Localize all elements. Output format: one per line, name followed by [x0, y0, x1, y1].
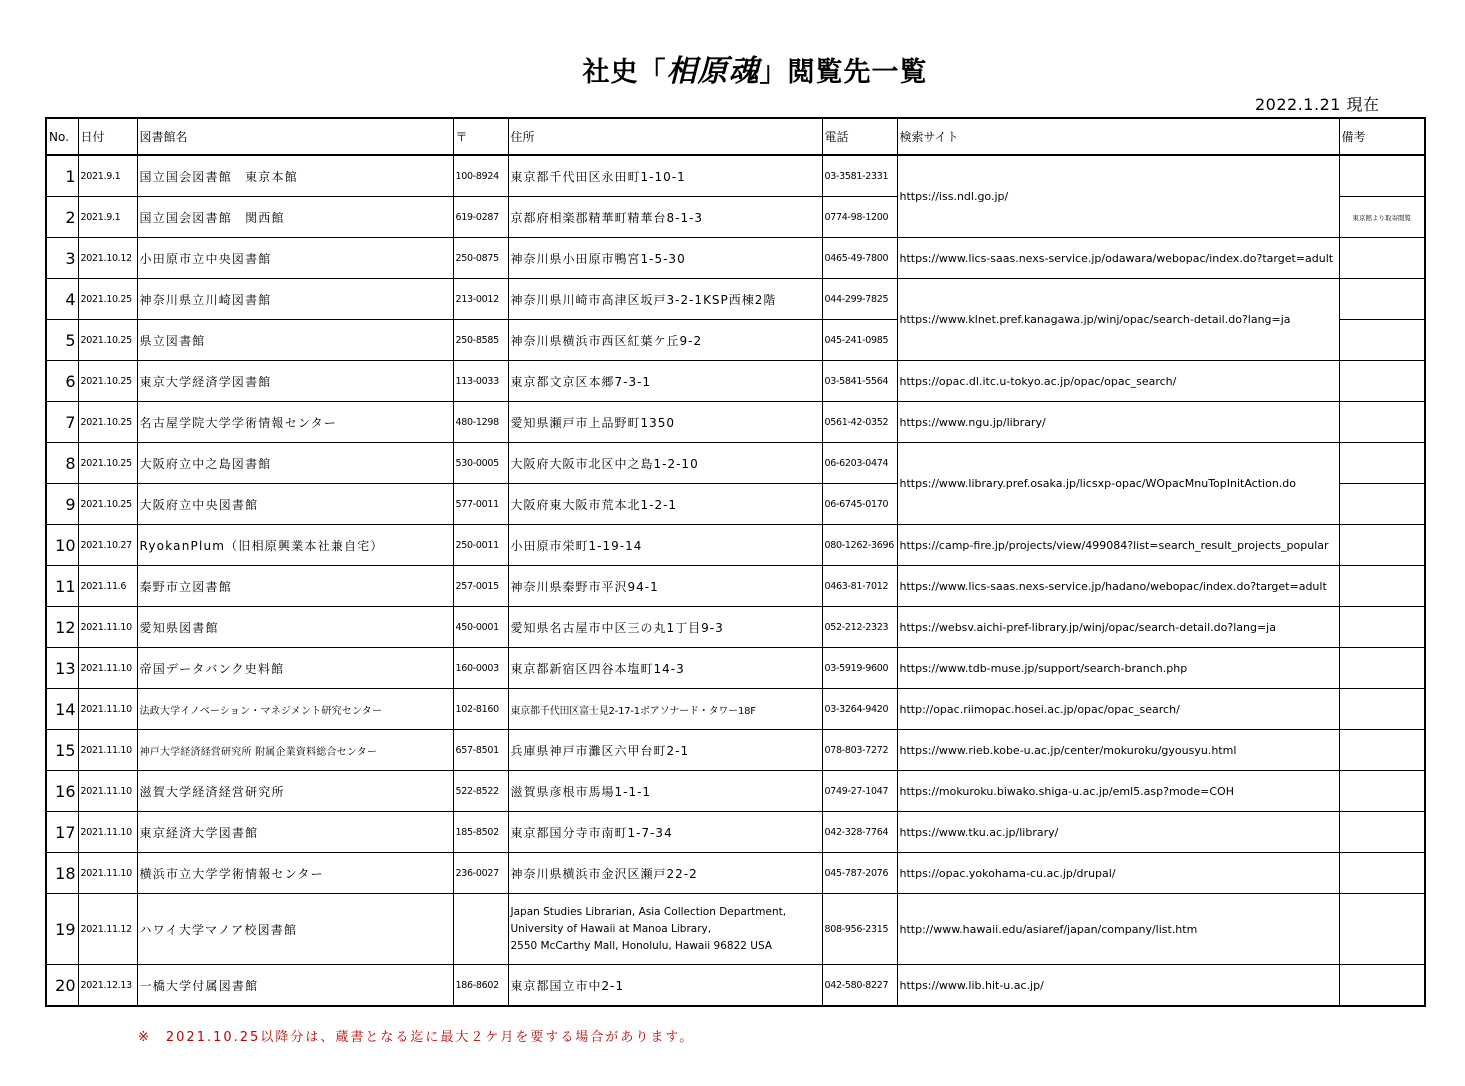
address: 神奈川県川崎市高津区坂戸3-2-1KSP西棟2階	[508, 279, 822, 320]
address: 京都府相楽郡精華町精華台8-1-3	[508, 197, 822, 238]
postal-code: 185-8502	[453, 812, 508, 853]
row-date: 2021.9.1	[78, 155, 137, 197]
phone: 808-956-2315	[822, 894, 897, 965]
phone: 042-328-7764	[822, 812, 897, 853]
library-table	[45, 117, 1426, 1007]
table-row	[46, 402, 1425, 443]
phone: 080-1262-3696	[822, 525, 897, 566]
postal-code: 480-1298	[453, 402, 508, 443]
library-name: 国立国会図書館 関西館	[137, 197, 453, 238]
table-row	[46, 361, 1425, 402]
address: 東京都国分寺市南町1-7-34	[508, 812, 822, 853]
row-number: 10	[46, 525, 78, 566]
phone: 052-212-2323	[822, 607, 897, 648]
phone: 0749-27-1047	[822, 771, 897, 812]
library-name: 小田原市立中央図書館	[137, 238, 453, 279]
title-prefix: 社史「	[582, 57, 667, 88]
search-site-link[interactable]: https://www.tdb-muse.jp/support/search-branch.php	[897, 648, 1339, 689]
library-name: 県立図書館	[137, 320, 453, 361]
table-row	[46, 689, 1425, 730]
address: 愛知県名古屋市中区三の丸1丁目9-3	[508, 607, 822, 648]
postal-code: 450-0001	[453, 607, 508, 648]
address: 神奈川県小田原市鴨宮1-5-30	[508, 238, 822, 279]
postal-code: 522-8522	[453, 771, 508, 812]
row-number: 3	[46, 238, 78, 279]
row-date: 2021.10.25	[78, 402, 137, 443]
row-date: 2021.12.13	[78, 965, 137, 1007]
address-line: 2550 McCarthy Mall, Honolulu, Hawaii 96822 USA	[510, 939, 773, 952]
address: 神奈川県横浜市西区紅葉ケ丘9-2	[508, 320, 822, 361]
library-name: 滋賀大学経済経営研究所	[137, 771, 453, 812]
library-name: RyokanPlum（旧相原興業本社兼自宅）	[137, 525, 453, 566]
search-site-link[interactable]: https://opac.yokohama-cu.ac.jp/drupal/	[897, 853, 1339, 894]
table-row	[46, 894, 1425, 965]
search-site-link[interactable]: https://www.lics-saas.nexs-service.jp/hadano/webopac/index.do?target=adult	[897, 566, 1339, 607]
postal-code: 186-8602	[453, 965, 508, 1007]
address: 大阪府東大阪市荒本北1-2-1	[508, 484, 822, 525]
postal-code: 250-0011	[453, 525, 508, 566]
remarks: 東京館より取寄閲覧	[1339, 197, 1425, 238]
table-row	[46, 965, 1425, 1007]
row-number: 1	[46, 155, 78, 197]
table-row	[46, 566, 1425, 607]
search-site-link[interactable]: https://camp-fire.jp/projects/view/499084?list=search_result_projects_popular	[897, 525, 1339, 566]
address	[508, 894, 822, 965]
remarks	[1339, 525, 1425, 566]
phone: 06-6203-0474	[822, 443, 897, 484]
address: 神奈川県横浜市金沢区瀬戸22-2	[508, 853, 822, 894]
postal-code: 102-8160	[453, 689, 508, 730]
remarks	[1339, 812, 1425, 853]
footnote: ※ 2021.10.25以降分は、蔵書となる迄に最大２ケ月を要する場合があります。	[138, 1030, 695, 1045]
row-number: 2	[46, 197, 78, 238]
row-date: 2021.11.10	[78, 607, 137, 648]
phone: 0465-49-7800	[822, 238, 897, 279]
row-date: 2021.10.25	[78, 484, 137, 525]
row-number: 20	[46, 965, 78, 1007]
postal-code: 530-0005	[453, 443, 508, 484]
remarks	[1339, 361, 1425, 402]
address: 滋賀県彦根市馬場1-1-1	[508, 771, 822, 812]
table-row	[46, 607, 1425, 648]
table-row	[46, 525, 1425, 566]
row-date: 2021.11.10	[78, 648, 137, 689]
phone: 03-5919-9600	[822, 648, 897, 689]
search-site-link[interactable]: https://www.library.pref.osaka.jp/licsxp-opac/WOpacMnuTopInitAction.do	[897, 443, 1339, 525]
table-row	[46, 771, 1425, 812]
postal-code: 619-0287	[453, 197, 508, 238]
row-date: 2021.9.1	[78, 197, 137, 238]
phone: 045-241-0985	[822, 320, 897, 361]
remarks	[1339, 689, 1425, 730]
search-site-link[interactable]: https://www.ngu.jp/library/	[897, 402, 1339, 443]
remarks	[1339, 965, 1425, 1007]
remarks	[1339, 238, 1425, 279]
library-name: 大阪府立中之島図書館	[137, 443, 453, 484]
address: 神奈川県秦野市平沢94-1	[508, 566, 822, 607]
phone: 045-787-2076	[822, 853, 897, 894]
library-name: 東京大学経済学図書館	[137, 361, 453, 402]
phone: 0561-42-0352	[822, 402, 897, 443]
search-site-link[interactable]: https://www.klnet.pref.kanagawa.jp/winj/opac/search-detail.do?lang=ja	[897, 279, 1339, 361]
row-date: 2021.10.25	[78, 279, 137, 320]
table-row	[46, 730, 1425, 771]
column-header: 〒	[453, 118, 508, 155]
address: 小田原市栄町1-19-14	[508, 525, 822, 566]
address: 東京都千代田区富士見2-17-1ボアソナード・タワー18F	[508, 689, 822, 730]
column-header: 検索サイト	[897, 118, 1339, 155]
row-date: 2021.10.25	[78, 443, 137, 484]
row-number: 18	[46, 853, 78, 894]
postal-code: 160-0003	[453, 648, 508, 689]
search-site-link[interactable]: https://www.rieb.kobe-u.ac.jp/center/mokuroku/gyousyu.html	[897, 730, 1339, 771]
phone: 042-580-8227	[822, 965, 897, 1007]
address-line: University of Hawaii at Manoa Library,	[510, 922, 712, 935]
remarks	[1339, 566, 1425, 607]
search-site-link[interactable]: https://mokuroku.biwako.shiga-u.ac.jp/eml5.asp?mode=COH	[897, 771, 1339, 812]
postal-code: 236-0027	[453, 853, 508, 894]
row-number: 5	[46, 320, 78, 361]
row-date: 2021.11.10	[78, 730, 137, 771]
row-number: 8	[46, 443, 78, 484]
remarks	[1339, 443, 1425, 484]
search-site-link[interactable]: https://www.lics-saas.nexs-service.jp/odawara/webopac/index.do?target=adult	[897, 238, 1339, 279]
library-name: 名古屋学院大学学術情報センター	[137, 402, 453, 443]
library-name: 国立国会図書館 東京本館	[137, 155, 453, 197]
table-row	[46, 853, 1425, 894]
row-number: 12	[46, 607, 78, 648]
library-name: 法政大学イノベーション・マネジメント研究センター	[137, 689, 453, 730]
row-date: 2021.11.10	[78, 853, 137, 894]
library-name: 横浜市立大学学術情報センター	[137, 853, 453, 894]
row-date: 2021.11.10	[78, 812, 137, 853]
column-header: 電話	[822, 118, 897, 155]
table-row	[46, 238, 1425, 279]
remarks	[1339, 648, 1425, 689]
remarks	[1339, 607, 1425, 648]
row-number: 19	[46, 894, 78, 965]
phone: 03-3581-2331	[822, 155, 897, 197]
postal-code: 250-8585	[453, 320, 508, 361]
column-header: 日付	[78, 118, 137, 155]
column-header: 図書館名	[137, 118, 453, 155]
remarks	[1339, 771, 1425, 812]
address: 大阪府大阪市北区中之島1-2-10	[508, 443, 822, 484]
table-row	[46, 812, 1425, 853]
library-name: 東京経済大学図書館	[137, 812, 453, 853]
row-date: 2021.10.25	[78, 361, 137, 402]
remarks	[1339, 320, 1425, 361]
table-row	[46, 443, 1425, 484]
phone: 03-5841-5564	[822, 361, 897, 402]
row-date: 2021.11.6	[78, 566, 137, 607]
remarks	[1339, 279, 1425, 320]
address: 愛知県瀬戸市上品野町1350	[508, 402, 822, 443]
library-name: 神奈川県立川崎図書館	[137, 279, 453, 320]
row-date: 2021.10.25	[78, 320, 137, 361]
remarks	[1339, 402, 1425, 443]
row-number: 13	[46, 648, 78, 689]
remarks	[1339, 155, 1425, 197]
column-header: No.	[46, 118, 78, 155]
search-site-link[interactable]: http://www.hawaii.edu/asiaref/japan/company/list.htm	[897, 894, 1339, 965]
phone: 078-803-7272	[822, 730, 897, 771]
row-number: 7	[46, 402, 78, 443]
postal-code: 100-8924	[453, 155, 508, 197]
postal-code: 577-0011	[453, 484, 508, 525]
row-number: 4	[46, 279, 78, 320]
row-number: 14	[46, 689, 78, 730]
postal-code: 657-8501	[453, 730, 508, 771]
library-name: 大阪府立中央図書館	[137, 484, 453, 525]
row-date: 2021.10.27	[78, 525, 137, 566]
row-date: 2021.11.10	[78, 689, 137, 730]
search-site-link[interactable]: https://www.lib.hit-u.ac.jp/	[897, 965, 1339, 1007]
row-number: 15	[46, 730, 78, 771]
row-number: 6	[46, 361, 78, 402]
postal-code	[453, 894, 508, 965]
library-name: ハワイ大学マノア校図書館	[137, 894, 453, 965]
row-number: 16	[46, 771, 78, 812]
postal-code: 250-0875	[453, 238, 508, 279]
remarks	[1339, 730, 1425, 771]
row-number: 9	[46, 484, 78, 525]
as-of-date: 2022.1.21 現在	[1255, 95, 1380, 114]
search-site-link[interactable]: https://www.tku.ac.jp/library/	[897, 812, 1339, 853]
phone: 03-3264-9420	[822, 689, 897, 730]
address: 兵庫県神戸市灘区六甲台町2-1	[508, 730, 822, 771]
column-header: 住所	[508, 118, 822, 155]
remarks	[1339, 484, 1425, 525]
table-header-row	[46, 118, 1425, 155]
row-number: 17	[46, 812, 78, 853]
table-row	[46, 648, 1425, 689]
postal-code: 257-0015	[453, 566, 508, 607]
remarks	[1339, 853, 1425, 894]
table-row	[46, 155, 1425, 197]
row-date: 2021.10.12	[78, 238, 137, 279]
address: 東京都新宿区四谷本塩町14-3	[508, 648, 822, 689]
column-header: 備考	[1339, 118, 1425, 155]
address-line: Japan Studies Librarian, Asia Collection Department,	[510, 905, 787, 918]
library-name: 神戸大学経済経営研究所 附属企業資料総合センター	[137, 730, 453, 771]
search-site-link[interactable]: http://opac.riimopac.hosei.ac.jp/opac/opac_search/	[897, 689, 1339, 730]
address: 東京都文京区本郷7-3-1	[508, 361, 822, 402]
title-brand: 相原魂	[666, 54, 760, 89]
title-suffix: 」閲覧先一覧	[759, 57, 928, 88]
library-name: 秦野市立図書館	[137, 566, 453, 607]
postal-code: 213-0012	[453, 279, 508, 320]
row-number: 11	[46, 566, 78, 607]
search-site-link[interactable]: https://iss.ndl.go.jp/	[897, 155, 1339, 238]
library-name: 一橋大学付属図書館	[137, 965, 453, 1007]
library-name: 愛知県図書館	[137, 607, 453, 648]
remarks	[1339, 894, 1425, 965]
search-site-link[interactable]: https://websv.aichi-pref-library.jp/winj/opac/search-detail.do?lang=ja	[897, 607, 1339, 648]
phone: 0463-81-7012	[822, 566, 897, 607]
table-row	[46, 279, 1425, 320]
row-date: 2021.11.12	[78, 894, 137, 965]
search-site-link[interactable]: https://opac.dl.itc.u-tokyo.ac.jp/opac/opac_search/	[897, 361, 1339, 402]
address: 東京都国立市中2-1	[508, 965, 822, 1007]
address: 東京都千代田区永田町1-10-1	[508, 155, 822, 197]
page-title	[0, 46, 1465, 90]
library-name: 帝国データバンク史料館	[137, 648, 453, 689]
phone: 0774-98-1200	[822, 197, 897, 238]
row-date: 2021.11.10	[78, 771, 137, 812]
postal-code: 113-0033	[453, 361, 508, 402]
phone: 06-6745-0170	[822, 484, 897, 525]
phone: 044-299-7825	[822, 279, 897, 320]
